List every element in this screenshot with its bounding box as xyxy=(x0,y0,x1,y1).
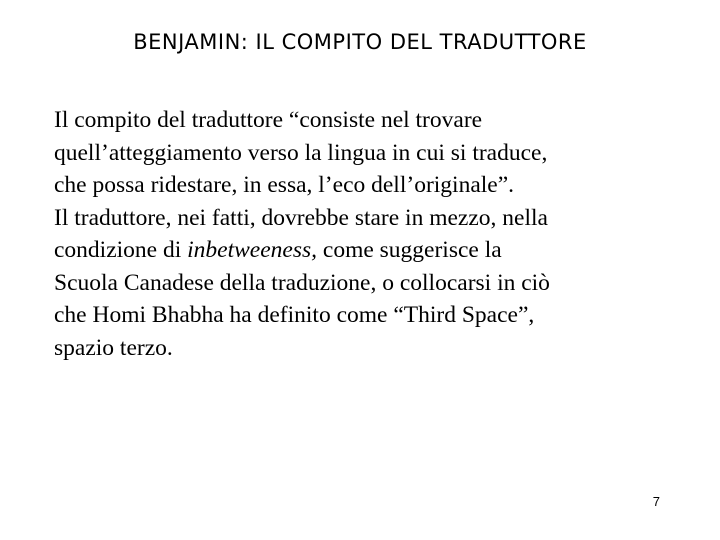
page-number: 7 xyxy=(652,494,660,509)
slide-body-text xyxy=(54,104,694,364)
body-line-6: Scuola Canadese della traduzione, o collocarsi in ciò xyxy=(54,269,550,296)
body-line-3: che possa ridestare, in essa, l’eco dell’originale”. xyxy=(54,172,515,198)
inbetweeness-term: inbetweeness, xyxy=(187,237,318,263)
body-line-5-start: condizione di xyxy=(54,237,188,263)
body-line-1: Il compito del traduttore “consiste nel trovare xyxy=(54,107,483,133)
body-line-2: quell’atteggiamento verso la lingua in cui si traduce, xyxy=(54,139,548,166)
body-line-8: spazio terzo. xyxy=(54,334,173,361)
body-line-4: Il traduttore, nei fatti, dovrebbe stare in mezzo, nella xyxy=(54,204,548,231)
body-line-5-end: come suggerisce la xyxy=(317,237,502,263)
body-line-5 xyxy=(54,234,694,267)
body-line-7: che Homi Bhabha ha definito come “Third Space”, xyxy=(54,302,535,328)
slide-title: BENJAMIN: IL COMPITO DEL TRADUTTORE xyxy=(133,30,587,54)
